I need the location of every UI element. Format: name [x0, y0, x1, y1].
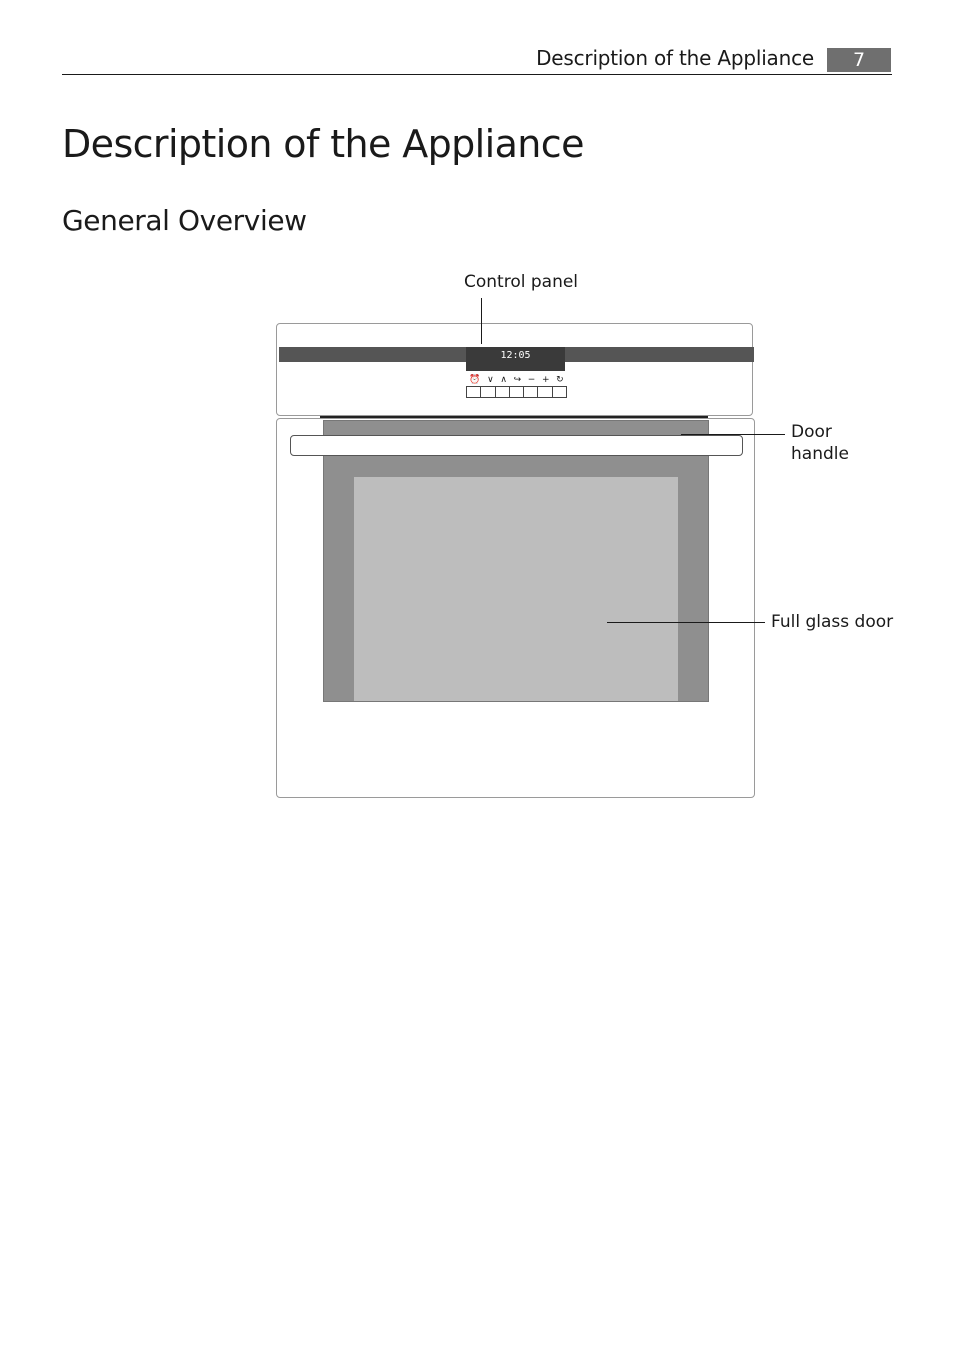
section-heading: General Overview [62, 204, 307, 237]
key [553, 387, 566, 397]
timer-icon: ⏰ [469, 375, 481, 385]
minus-icon: − [527, 375, 536, 385]
key [538, 387, 552, 397]
oven-door [276, 418, 755, 798]
page-number: 7 [827, 48, 891, 72]
power-icon: ↻ [556, 375, 564, 385]
callout-control-panel: Control panel [464, 272, 579, 292]
clock-display: 12:05 [466, 347, 565, 371]
callout-full-glass-door: Full glass door [771, 612, 894, 632]
door-handle [290, 435, 743, 456]
key [510, 387, 524, 397]
full-glass-panel [354, 477, 678, 701]
down-arrow-icon: ∨ [487, 375, 494, 385]
up-arrow-icon: ∧ [500, 375, 507, 385]
running-header [0, 44, 891, 74]
leader-full-glass-door [607, 622, 765, 623]
touch-keys [466, 386, 567, 398]
key [524, 387, 538, 397]
key [467, 387, 481, 397]
key [481, 387, 495, 397]
control-symbols [466, 374, 567, 386]
leader-control-panel [481, 298, 482, 344]
running-header-title: Description of the Appliance [536, 46, 814, 70]
callout-door-handle [791, 421, 849, 465]
leader-door-handle [681, 434, 785, 435]
header-rule [62, 74, 892, 75]
callout-door-handle-line1: Door [791, 422, 832, 442]
program-icon: ↪ [513, 375, 522, 385]
page-title: Description of the Appliance [62, 122, 584, 166]
plus-icon: + [541, 375, 550, 385]
door-window-frame [323, 420, 709, 702]
key [496, 387, 510, 397]
callout-door-handle-line2: handle [791, 444, 849, 464]
oven-control-housing [276, 323, 753, 416]
